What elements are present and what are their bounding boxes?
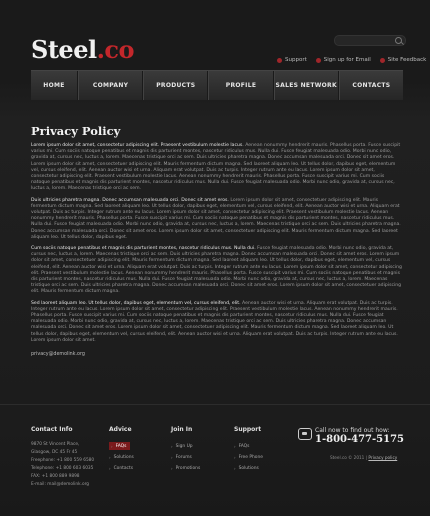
- footer-link-label: Forums: [175, 454, 192, 460]
- footer-link-label: Sign Up: [175, 443, 193, 449]
- search-input[interactable]: [334, 35, 406, 46]
- contact-details: [31, 441, 94, 489]
- privacy-policy-link[interactable]: Privacy policy: [368, 455, 398, 460]
- footer-heading: Advice: [109, 426, 132, 433]
- contact-line: 9870 St Vincent Place,: [31, 442, 80, 447]
- footer-link-signup[interactable]: [171, 442, 200, 450]
- privacy-email-link[interactable]: privacy@demolink.org: [31, 352, 85, 358]
- main-content: [31, 124, 403, 357]
- paragraph-lead: Duis ultricies pharetra magna. Donec accumsan malesuada orci. Donec sit amet eros.: [31, 197, 229, 203]
- header: [0, 0, 430, 70]
- arrow-icon: ›: [171, 443, 173, 449]
- top-links: [277, 55, 426, 65]
- nav-item-home[interactable]: HOME: [31, 71, 78, 100]
- footer-link-solutions[interactable]: [109, 453, 134, 461]
- phone-callout-text: Call now to find out how:: [315, 427, 390, 434]
- footer-link-support-faqs[interactable]: [234, 442, 263, 450]
- logo[interactable]: [31, 36, 134, 64]
- search-icon[interactable]: [395, 37, 402, 44]
- paragraph-text: Aenean nonummy hendrerit mauris. Phasellus porta. Fusce suscipit varius mi. Cum sociis natoque penatibus et magnis dis parturient montes, nascetur ridiculus mus. Nulla dui. Fusce feugiat malesuada odio. Morbi nunc odio, gravida at, cursus nec, luctus a, lorem. Maecenas tristique orci ac sem. Duis ultricies pharetra magna. Donec accumsan malesuada orci. Donec sit amet eros. Lorem ipsum dolor sit amet, consectetuer adipiscing elit. Mauris fermentum dictum magna. Sed laoreet aliquam leo. Ut tellus dolor, dapibus eget, elementum vel, cursus eleifend, elit. Aenean auctor wisi et urna. Aliquam erat volutpat. Duis ac turpis. Integer rutrum ante eu lacus. Lorem ipsum dolor sit amet, consectetur adipiscing elit. Praesent vestibulum molestie lacus. Aenean nonummy hendrerit mauris. Phasellus porta. Fusce suscipit varius mi. Cum sociis natoque penatibus et magnis dis parturient montes, nascetur ridiculus mus. Nulla dui. Fusce feugiat malesuada odio. Morbi nunc odio, gravida at, cursus nec, luctus a, lorem. Maecenas tristique orci ac sem.: [31, 143, 401, 192]
- paragraph-lead: Lorem ipsum dolor sit amet, consectetur adipiscing elit. Praesent vestibulum molestie lacus.: [31, 143, 244, 148]
- arrow-icon: ›: [234, 443, 236, 449]
- copyright: [330, 455, 397, 460]
- top-link-label: Sign up for Email: [323, 57, 371, 63]
- nav-item-company[interactable]: COMPANY: [78, 71, 143, 100]
- paragraph-lead: Sed laoreet aliquam leo. Ut tellus dolor, dapibus eget, elementum vel, cursus eleifend, elit.: [31, 300, 241, 306]
- phone-icon: [298, 428, 312, 440]
- phone-number[interactable]: 1-800-477-5175: [315, 434, 404, 445]
- arrow-icon: ›: [109, 465, 111, 471]
- footer-link-faqs[interactable]: [109, 442, 130, 450]
- contact-line[interactable]: E-mail: mail@demolink.org: [31, 482, 89, 487]
- nav-item-profile[interactable]: PROFILE: [208, 71, 273, 100]
- paragraph: [31, 143, 403, 193]
- top-link-label: Support: [285, 57, 307, 63]
- paragraph-lead: Cum sociis natoque penatibus et magnis dis parturient montes, nascetur ridiculus mus. Nulla dui.: [31, 246, 256, 252]
- footer-heading: Support: [234, 426, 262, 433]
- footer-link-label: Solutions: [113, 454, 134, 460]
- paragraph: [31, 301, 403, 344]
- footer-link-support-solutions[interactable]: [234, 464, 263, 472]
- feedback-icon: [380, 58, 385, 63]
- paragraph-text: Fusce feugiat malesuada odio. Morbi nunc odio, gravida at, cursus nec, luctus a, lorem. Maecenas tristique orci ac sem. Duis ultricies pharetra magna. Donec accumsan malesuada orci. Donec sit amet eros. Lorem ipsum dolor sit amet, consectetuer adipiscing elit. Mauris fermentum dictum magna. Sed laoreet aliquam leo. Ut tellus dolor, dapibus eget, elementum vel, cursus eleifend, elit. Aenean auctor wisi et urna. Aliquam erat volutpat. Duis ac turpis. Integer rutrum ante eu lacus. Lorem ipsum dolor sit amet, consectetur adipiscing elit. Praesent vestibulum molestie lacus. Aenean nonummy hendrerit mauris. Phasellus porta. Fusce suscipit varius mi. Cum sociis natoque penatibus et magnis dis parturient montes, nascetur ridiculus mus. Nulla dui. Fusce feugiat malesuada odio. Morbi nunc odio, gravida at, cursus nec, luctus a, lorem. Maecenas tristique orci ac sem. Duis ultricies pharetra magna. Donec accumsan malesuada orci. Donec sit amet eros. Lorem ipsum dolor sit amet, consectetuer adipiscing elit. Mauris fermentum dictum magna.: [31, 246, 402, 295]
- footer-list: [171, 442, 200, 472]
- paragraph: [31, 198, 403, 241]
- footer-link-label: Promotions: [175, 465, 201, 471]
- footer-link-contacts[interactable]: [109, 464, 134, 472]
- footer-list: [109, 442, 134, 472]
- footer-link-label: Solutions: [238, 465, 259, 471]
- contact-line: Glasgow, DC 45 Fr 45: [31, 450, 78, 455]
- footer-link-label: Contacts: [113, 465, 133, 471]
- footer-link-label: Free Phone: [238, 454, 263, 460]
- contact-line: FAX: +1 800 889 9898: [31, 474, 80, 479]
- top-link-support[interactable]: [277, 55, 307, 65]
- top-link-label: Site Feedback: [387, 57, 427, 63]
- footer-link-promotions[interactable]: [171, 464, 200, 472]
- footer-link-label: FAQs: [238, 443, 250, 449]
- footer-joinin-column: [171, 426, 200, 475]
- copyright-text: Steel.co © 2011 |: [330, 455, 368, 460]
- footer-advice-column: [109, 426, 134, 475]
- logo-suffix: .co: [96, 35, 135, 64]
- contact-line: Telephone: +1 800 603 6035: [31, 466, 94, 471]
- top-link-feedback[interactable]: [380, 55, 427, 65]
- contact-line: Freephone: +1 800 559 6580: [31, 458, 95, 463]
- footer-list: [234, 442, 263, 472]
- paragraph-text: Lorem ipsum dolor sit amet, consectetuer adipiscing elit. Mauris fermentum dictum magna. Sed laoreet aliquam leo. Ut tellus dolor, dapibus eget, elementum vel, cursus eleifend, elit. Aenean auctor wisi et urna. Aliquam erat volutpat. Duis ac turpis. Integer rutrum ante eu lacus. Lorem ipsum dolor sit amet, consectetur adipiscing elit. Praesent vestibulum molestie lacus. Aenean nonummy hendrerit mauris. Phasellus porta. Fusce suscipit varius mi. Cum sociis natoque penatibus et magnis dis parturient montes, nascetur ridiculus mus. Nulla dui. Fusce feugiat malesuada odio. Morbi nunc odio, gravida at, cursus nec, luctus a, lorem. Maecenas tristique orci ac sem. Duis ultricies pharetra magna. Donec accumsan malesuada orci. Donec sit amet eros. Lorem ipsum dolor sit amet, consectetuer adipiscing elit. Mauris fermentum dictum magna. Sed laoreet aliquam leo. Ut tellus dolor, dapibus eget.: [31, 197, 401, 240]
- arrow-icon: ›: [109, 454, 111, 460]
- arrow-icon: ›: [111, 443, 113, 449]
- logo-main: Steel: [31, 35, 97, 64]
- footer-link-free-phone[interactable]: [234, 453, 263, 461]
- footer-support-column: [234, 426, 263, 475]
- arrow-icon: ›: [171, 465, 173, 471]
- footer-heading: Join In: [171, 426, 193, 433]
- main-nav: [31, 70, 403, 100]
- footer-divider: [0, 404, 430, 405]
- top-link-email-signup[interactable]: [316, 55, 371, 65]
- email-icon: [316, 58, 321, 63]
- arrow-icon: ›: [234, 465, 236, 471]
- footer-contact-column: [31, 426, 94, 489]
- arrow-icon: ›: [171, 454, 173, 460]
- footer-link-forums[interactable]: [171, 453, 200, 461]
- arrow-icon: ›: [234, 454, 236, 460]
- paragraph: [31, 246, 403, 296]
- nav-item-sales-network[interactable]: SALES NETWORK: [274, 71, 339, 100]
- nav-item-contacts[interactable]: CONTACTS: [339, 71, 403, 100]
- page-title: Privacy Policy: [31, 124, 121, 138]
- paragraph-text: Aenean auctor wisi et urna. Aliquam erat volutpat. Duis ac turpis. Integer rutrum ante eu lacus. Lorem ipsum dolor sit amet, consectetur adipiscing elit. Praesent vestibulum molestie lacus. Aenean nonummy hendrerit mauris. Phasellus porta. Fusce suscipit varius mi. Cum sociis natoque penatibus et magnis dis parturient montes, nascetur ridiculus mus. Nulla dui. Fusce feugiat malesuada odio. Morbi nunc odio, gravida at, cursus nec, luctus a, lorem. Maecenas tristique orci ac sem. Duis ultricies pharetra magna. Donec accumsan malesuada orci. Donec sit amet eros. Lorem ipsum dolor sit amet, consectetuer adipiscing elit. Mauris fermentum dictum magna. Sed laoreet aliquam leo. Ut tellus dolor, dapibus eget, elementum vel, cursus eleifend, elit. Aenean auctor wisi et urna. Aliquam erat volutpat. Duis ac turpis. Integer rutrum ante eu lacus. Lorem ipsum dolor sit amet.: [31, 300, 398, 343]
- nav-item-products[interactable]: PRODUCTS: [143, 71, 208, 100]
- support-icon: [277, 58, 282, 63]
- footer-heading: Contact Info: [31, 426, 73, 433]
- footer: [31, 426, 403, 516]
- footer-link-label: FAQs: [115, 443, 127, 449]
